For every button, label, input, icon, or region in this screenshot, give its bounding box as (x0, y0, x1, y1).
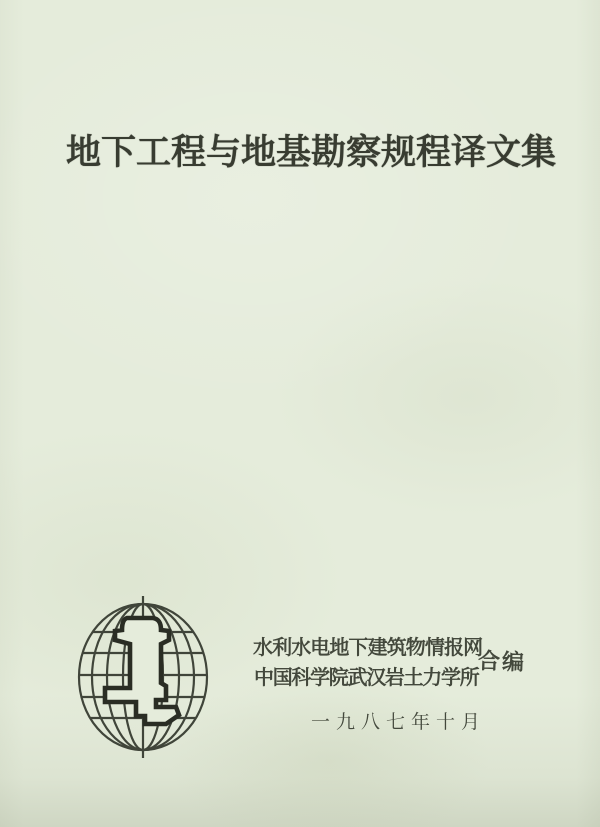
co-editor-label: 合编 (477, 649, 527, 676)
publication-date: 一九八七年十月 (311, 711, 487, 733)
globe-tunnel-emblem-icon (70, 588, 215, 762)
powerhouse-cross-section-icon (105, 618, 179, 724)
book-title: 地下工程与地基勘察规程译文集 (66, 133, 557, 173)
publisher-line-1: 水利水电地下建筑物情报网 (253, 635, 483, 659)
publisher-line-2: 中国科学院武汉岩土力学所 (254, 665, 479, 689)
